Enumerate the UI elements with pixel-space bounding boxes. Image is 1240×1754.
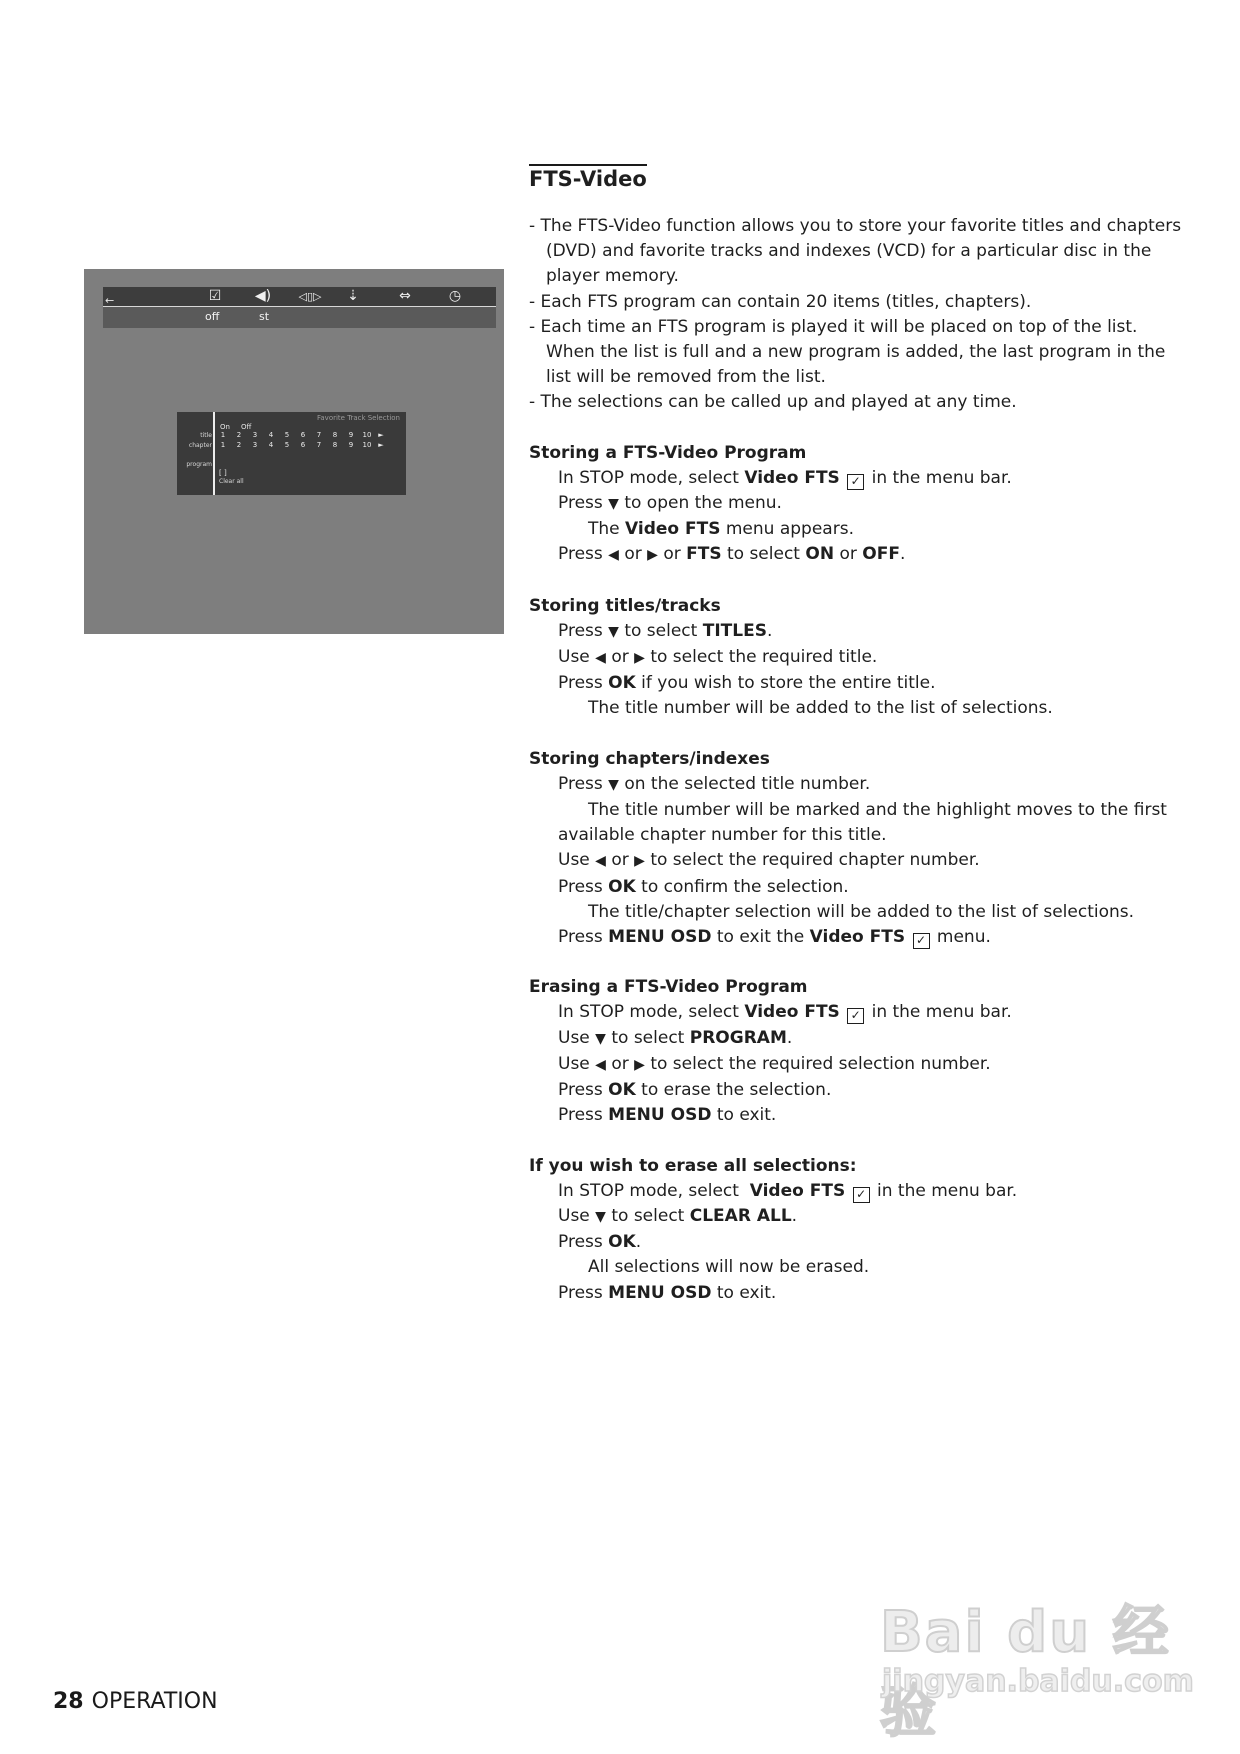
down-arrow-icon: ▼	[608, 623, 619, 640]
down-arrow-icon: ▼	[595, 1208, 606, 1225]
page-number: 28	[53, 1689, 84, 1714]
title-more-arrow: ►	[378, 431, 384, 439]
title-number: 8	[332, 431, 338, 439]
title-number: 4	[268, 431, 274, 439]
step: Press ▼ on the selected title number.	[558, 773, 871, 794]
section-name: OPERATION	[91, 1689, 218, 1714]
left-arrow-icon: ◀	[608, 547, 619, 564]
step: Press OK if you wish to store the entire title.	[558, 673, 936, 694]
step: Press ◀ or ▶ or FTS to select ON or OFF.	[558, 544, 906, 565]
title-number: 7	[316, 431, 322, 439]
step: Press MENU OSD to exit.	[558, 1282, 777, 1303]
fts-divider	[213, 412, 215, 495]
step: Use ◀ or ▶ to select the required chapter number.	[558, 850, 980, 871]
section-heading: Erasing a FTS-Video Program	[529, 977, 808, 998]
step: Press ▼ to select TITLES.	[558, 620, 773, 641]
osd-menu-bar	[103, 287, 496, 307]
chapter-more-arrow: ►	[378, 441, 384, 449]
step: Use ▼ to select PROGRAM.	[558, 1027, 793, 1048]
down-arrow-icon: ▼	[595, 1030, 606, 1047]
down-arrow-icon: ▼	[608, 776, 619, 793]
section-storing-chapters	[529, 747, 1189, 951]
step: Press OK to erase the selection.	[558, 1080, 832, 1101]
step: Use ▼ to select CLEAR ALL.	[558, 1205, 798, 1226]
chapter-number: 1	[220, 441, 226, 449]
fts-off-option: Off	[241, 423, 252, 431]
step: Use ◀ or ▶ to select the required selection number.	[558, 1053, 991, 1074]
result: The Video FTS menu appears.	[588, 519, 854, 540]
title-number: 2	[236, 431, 242, 439]
result: The title number will be added to the list of selections.	[588, 698, 1053, 719]
step-icon: ⇣	[347, 288, 359, 304]
left-arrow-icon: ◀	[595, 1056, 606, 1073]
fts-on-option: On	[220, 423, 230, 431]
step: In STOP mode, select Video FTS ✓ in the menu bar.	[558, 1180, 1018, 1201]
chapter-number: 2	[236, 441, 242, 449]
title-number: 6	[300, 431, 306, 439]
page-footer	[53, 1689, 218, 1714]
chapter-number: 4	[268, 441, 274, 449]
time-search-icon: ◷	[448, 288, 462, 304]
section-heading: Storing a FTS-Video Program	[529, 442, 807, 463]
result: The title/chapter selection will be added to the list of selections.	[588, 901, 1135, 922]
title-number: 5	[284, 431, 290, 439]
result: All selections will now be erased.	[588, 1257, 870, 1278]
page-title: FTS-Video	[529, 164, 647, 192]
audio-icon: ◀)	[254, 288, 272, 304]
video-fts-icon: ☑	[208, 288, 222, 304]
step: Press MENU OSD to exit.	[558, 1105, 777, 1126]
fts-menu	[177, 412, 406, 495]
step: Press OK to confirm the selection.	[558, 876, 849, 897]
result: The title number will be marked and the highlight moves to the first	[588, 800, 1167, 821]
chapter-number: 10	[362, 441, 372, 449]
fts-menu-title: Favorite Track Selection	[317, 414, 400, 422]
angle-icon: ◁▯▷	[298, 290, 322, 303]
intro-item: - The FTS-Video function allows you to store your favorite titles and chapters (DVD) and favorite tracks and indexes (VCD) for a particular disc in the player memory.	[529, 216, 1182, 287]
main-text	[529, 164, 1189, 1306]
section-erase-all	[529, 1154, 1189, 1306]
right-arrow-icon: ▶	[634, 1056, 645, 1073]
fts-value-label: off	[205, 310, 220, 323]
section-heading: Storing chapters/indexes	[529, 748, 770, 769]
step: In STOP mode, select Video FTS ✓ in the menu bar.	[558, 467, 1012, 488]
chapter-number: 7	[316, 441, 322, 449]
chapter-number: 6	[300, 441, 306, 449]
fast-motion-icon: ⇔	[399, 288, 411, 304]
osd-menu-values	[103, 307, 496, 328]
intro-item: - Each FTS program can contain 20 items (titles, chapters).	[529, 291, 1032, 312]
video-fts-check-icon: ✓	[853, 1187, 870, 1203]
step: Press ▼ to open the menu.	[558, 493, 782, 514]
intro-item: - The selections can be called up and played at any time.	[529, 392, 1017, 413]
section-heading: Storing titles/tracks	[529, 595, 721, 616]
step: Press MENU OSD to exit the Video FTS ✓ menu.	[558, 927, 991, 948]
section-storing-titles	[529, 594, 1189, 722]
row-label-program: program	[186, 461, 212, 468]
row-label-chapter: chapter	[188, 442, 212, 449]
right-arrow-icon: ▶	[647, 547, 658, 564]
osd-screenshot	[84, 269, 504, 634]
step: In STOP mode, select Video FTS ✓ in the menu bar.	[558, 1002, 1012, 1023]
clear-all-option: Clear all	[219, 478, 244, 485]
chapter-number: 9	[348, 441, 354, 449]
title-number: 3	[252, 431, 258, 439]
section-storing-program	[529, 441, 1189, 569]
result-continued: available chapter number for this title.	[558, 825, 887, 846]
video-fts-check-icon: ✓	[847, 1008, 864, 1024]
section-heading: If you wish to erase all selections:	[529, 1155, 857, 1176]
left-arrow-icon: ◀	[595, 853, 606, 870]
title-number: 1	[220, 431, 226, 439]
audio-value-label: st	[259, 310, 270, 323]
title-number: 9	[348, 431, 354, 439]
step: Use ◀ or ▶ to select the required title.	[558, 647, 878, 668]
row-label-title: title	[200, 432, 212, 439]
program-slot: [ ]	[219, 469, 227, 477]
watermark-logo: Bai du 经验	[880, 1600, 1171, 1745]
down-arrow-icon: ▼	[608, 496, 619, 513]
video-fts-check-icon: ✓	[847, 474, 864, 490]
chapter-number: 3	[252, 441, 258, 449]
baidu-watermark	[880, 1568, 1194, 1745]
intro-item: - Each time an FTS program is played it will be placed on top of the list. When the list is full and a new program is added, the last program in the list will be removed from the list.	[529, 316, 1166, 388]
section-erasing-program	[529, 975, 1189, 1128]
watermark-url: jingyan.baidu.com	[882, 1664, 1194, 1699]
back-arrow-icon: ←	[105, 294, 115, 307]
chapter-number: 8	[332, 441, 338, 449]
right-arrow-icon: ▶	[634, 650, 645, 667]
chapter-number: 5	[284, 441, 290, 449]
intro-list	[529, 214, 1189, 416]
video-fts-check-icon: ✓	[913, 933, 930, 949]
left-arrow-icon: ◀	[595, 650, 606, 667]
title-number: 10	[362, 431, 372, 439]
step: Press OK.	[558, 1232, 642, 1253]
right-arrow-icon: ▶	[634, 853, 645, 870]
